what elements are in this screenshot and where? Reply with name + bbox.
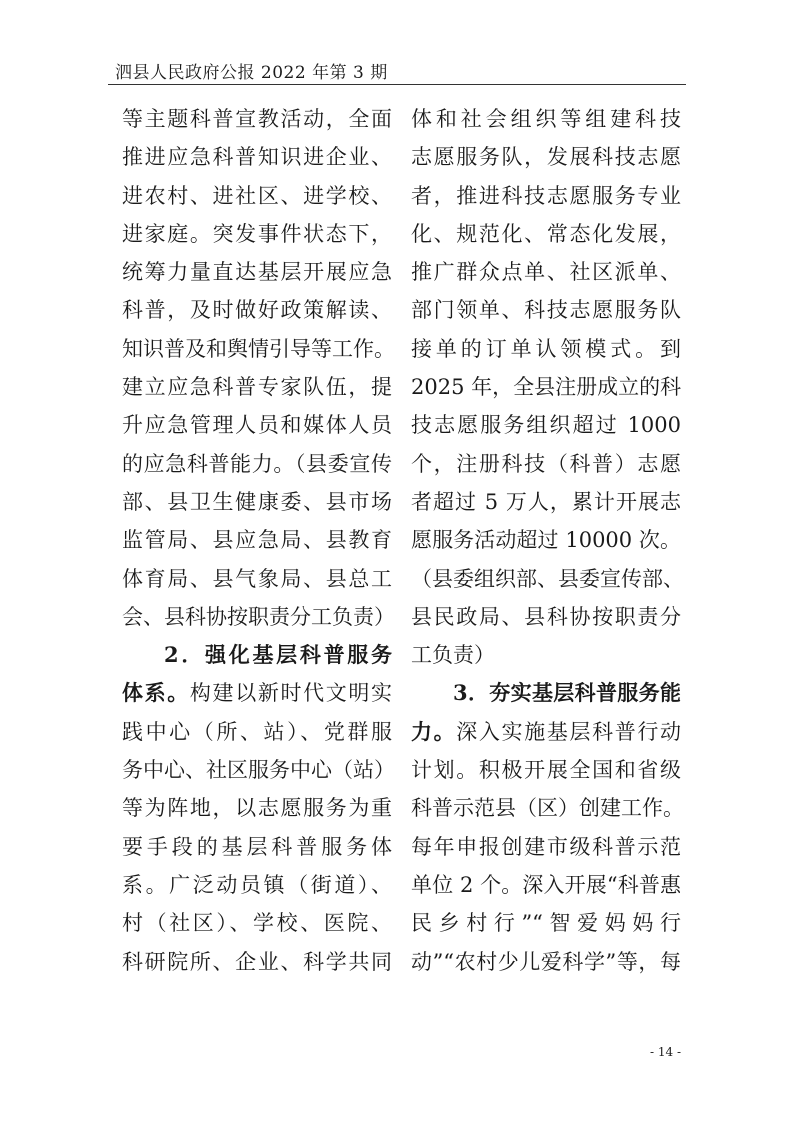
text-line <box>411 943 681 981</box>
body-text: 单位 2 个。深入开展“科普惠 <box>411 872 681 897</box>
body-text: 科研院所、企业、科学共同 <box>122 949 392 974</box>
body-text: 科普示范县（区）创建工作。 <box>411 796 684 821</box>
body-text: 者超过 5 万人，累计开展志 <box>411 489 681 514</box>
body-text: 愿服务活动超过 10000 次。 <box>411 528 681 553</box>
body-text: 者，推进科技志愿服务专业 <box>411 183 681 208</box>
text-line <box>122 368 392 406</box>
text-line <box>411 177 681 215</box>
body-text: 村（社区）、学校、医院、 <box>122 911 392 936</box>
body-text: 计划。积极开展全国和省级 <box>411 758 681 783</box>
text-line <box>122 100 392 138</box>
text-line <box>411 904 681 942</box>
text-line <box>122 483 392 521</box>
body-text: 升应急管理人员和媒体人员 <box>122 413 392 438</box>
section-heading: 体系。 <box>122 680 190 706</box>
text-line <box>122 138 392 176</box>
header-divider <box>108 84 686 85</box>
body-text: 接单的订单认领模式。到 <box>411 336 681 361</box>
text-line <box>411 330 681 368</box>
body-text: 体和社会组织等组建科技 <box>411 107 681 131</box>
text-line <box>122 445 392 483</box>
body-text: （县委组织部、县委宣传部、 <box>411 566 684 591</box>
body-text: 统筹力量直达基层开展应急 <box>122 260 392 285</box>
body-text: 民乡村行”“智爱妈妈行 <box>411 911 681 936</box>
body-text: 等主题科普宣教活动，全面 <box>122 107 392 131</box>
page-number: - 14 - <box>650 1045 682 1059</box>
text-line <box>122 253 392 291</box>
text-line <box>122 751 395 789</box>
body-text: 动”“农村少儿爱科学”等，每 <box>411 949 681 974</box>
text-line <box>411 674 681 712</box>
body-text: 构建以新时代文明实 <box>189 681 393 706</box>
body-text: 技志愿服务组织超过 1000 <box>411 413 681 438</box>
text-line <box>411 291 681 329</box>
text-line <box>122 215 392 253</box>
text-line <box>411 445 681 483</box>
text-line <box>411 636 681 674</box>
body-text: 推进应急科普知识进企业、 <box>122 145 392 170</box>
body-text: 推广群众点单、社区派单、 <box>411 260 681 285</box>
body-text: 科普，及时做好政策解读、 <box>122 298 392 323</box>
body-text: 每年申报创建市级科普示范 <box>411 834 681 859</box>
section-heading: 3．夯实基层科普服务能 <box>453 680 681 706</box>
text-line <box>122 713 392 751</box>
text-line <box>411 521 681 559</box>
body-text: 志愿服务队，发展科技志愿 <box>411 145 681 170</box>
text-line <box>122 866 392 904</box>
text-line <box>411 598 681 636</box>
body-text: 化、规范化、常态化发展， <box>411 221 681 246</box>
text-line <box>122 904 392 942</box>
text-line <box>411 560 684 598</box>
text-line <box>411 368 681 406</box>
body-text: 部门领单、科技志愿服务队 <box>411 298 681 323</box>
body-text: 进农村、进社区、进学校、 <box>122 183 392 208</box>
section-heading: 2．强化基层科普服务 <box>164 642 392 668</box>
section-heading: 力。 <box>411 718 457 744</box>
text-line <box>411 406 681 444</box>
body-text: 知识普及和舆情引导等工作。 <box>122 336 395 361</box>
body-text: 会、县科协按职责分工负责） <box>122 604 395 629</box>
text-line <box>411 483 681 521</box>
body-text: 的应急科普能力。（县委宣传 <box>122 451 392 476</box>
text-line <box>122 598 395 636</box>
text-line <box>122 636 392 674</box>
body-text: 践中心（所、站）、党群服 <box>122 719 392 744</box>
body-text: 部、县卫生健康委、县市场 <box>122 489 392 514</box>
text-line <box>122 330 395 368</box>
text-line <box>411 253 681 291</box>
body-text: 等为阵地，以志愿服务为重 <box>122 796 392 821</box>
right-text-column <box>411 100 684 981</box>
left-text-column <box>122 100 395 981</box>
text-line <box>122 789 392 827</box>
text-line <box>122 177 392 215</box>
body-text: 要手段的基层科普服务体 <box>122 834 392 859</box>
text-line <box>411 138 681 176</box>
text-line <box>122 521 392 559</box>
body-text: 建立应急科普专家队伍，提 <box>122 375 392 400</box>
text-line <box>122 291 392 329</box>
body-text: 系。广泛动员镇（街道）、 <box>122 872 392 897</box>
text-line <box>411 789 684 827</box>
text-line <box>122 943 392 981</box>
body-text: 2025 年，全县注册成立的科 <box>411 375 682 400</box>
body-text: 进家庭。突发事件状态下， <box>122 221 392 246</box>
text-line <box>411 713 681 751</box>
text-line <box>411 866 681 904</box>
body-text: 体育局、县气象局、县总工 <box>122 566 392 591</box>
body-text: 县民政局、县科协按职责分 <box>411 604 681 629</box>
text-line <box>411 100 681 138</box>
text-line <box>122 674 392 712</box>
body-text: 工负责） <box>411 643 495 668</box>
text-line <box>122 560 392 598</box>
body-text: 深入实施基层科普行动 <box>456 719 682 744</box>
body-text: 个，注册科技（科普）志愿 <box>411 451 681 476</box>
text-line <box>411 828 681 866</box>
text-line <box>411 751 681 789</box>
publication-header: 泗县人民政府公报 2022 年第 3 期 <box>115 63 388 83</box>
body-text: 监管局、县应急局、县教育 <box>122 528 392 553</box>
text-line <box>411 215 681 253</box>
text-line <box>122 828 392 866</box>
body-text: 务中心、社区服务中心（站） <box>122 758 395 783</box>
text-line <box>122 406 392 444</box>
